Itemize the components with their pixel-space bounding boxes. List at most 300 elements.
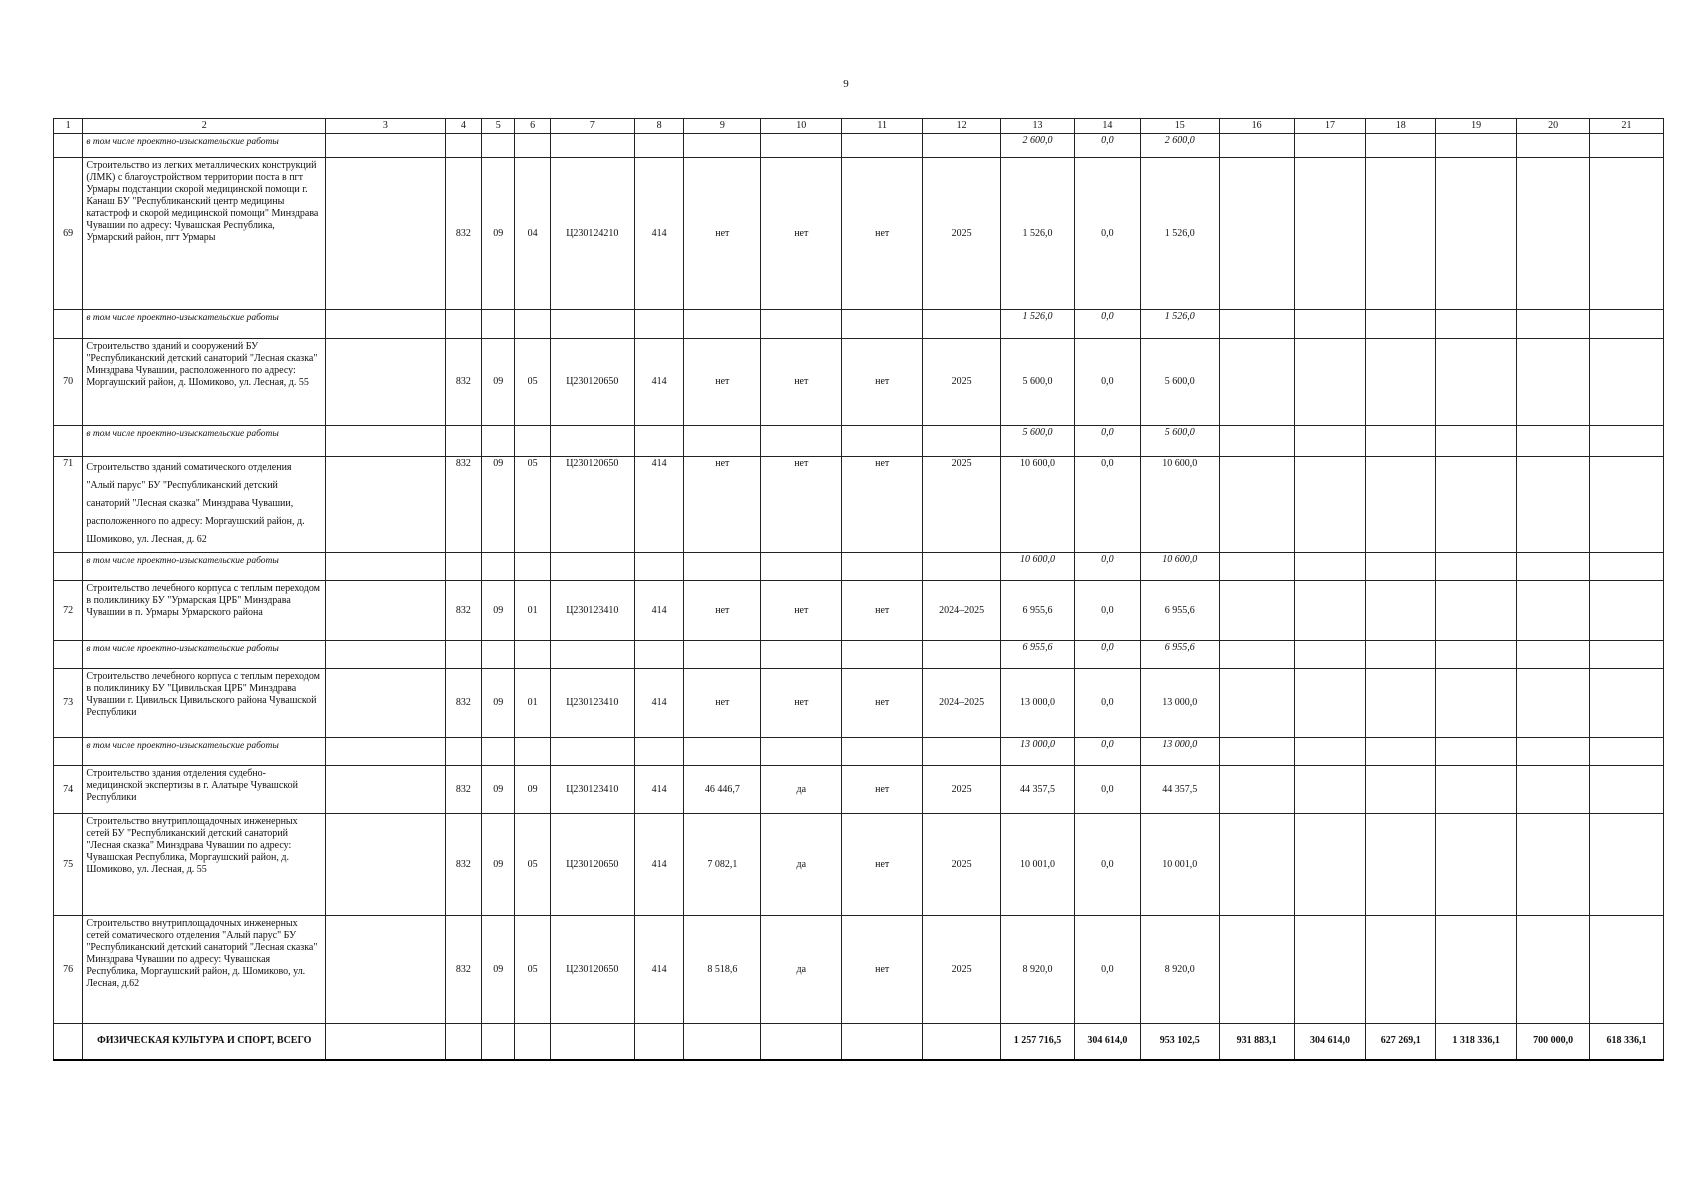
subtotal-row <box>54 641 1664 669</box>
column-header: 19 <box>1436 119 1517 134</box>
page-number: 9 <box>843 78 849 90</box>
value-cell <box>842 310 923 339</box>
value-cell <box>634 641 684 669</box>
value-cell <box>1517 426 1590 457</box>
table-row <box>54 581 1664 641</box>
value-cell <box>634 1024 684 1060</box>
value-cell: нет <box>684 581 761 641</box>
value-cell <box>761 553 842 581</box>
value-cell <box>1366 158 1436 310</box>
value-cell <box>1517 738 1590 766</box>
value-cell <box>1517 158 1590 310</box>
value-cell <box>515 553 550 581</box>
row-number-cell <box>54 553 83 581</box>
column-header: 18 <box>1366 119 1436 134</box>
value-cell: 10 001,0 <box>1140 814 1219 916</box>
value-cell: 6 955,6 <box>1001 641 1075 669</box>
value-cell <box>1517 641 1590 669</box>
value-cell: 1 257 716,5 <box>1001 1024 1075 1060</box>
value-cell <box>761 426 842 457</box>
value-cell <box>1366 641 1436 669</box>
value-cell: 09 <box>482 457 515 553</box>
value-cell <box>326 158 445 310</box>
value-cell: 09 <box>482 581 515 641</box>
value-cell: 1 526,0 <box>1140 310 1219 339</box>
value-cell: 0,0 <box>1074 738 1140 766</box>
value-cell <box>1590 426 1664 457</box>
value-cell <box>326 916 445 1024</box>
value-cell <box>842 553 923 581</box>
description-cell: в том числе проектно-изыскательские работы <box>83 738 326 766</box>
column-header: 21 <box>1590 119 1664 134</box>
value-cell: 13 000,0 <box>1140 738 1219 766</box>
value-cell: нет <box>761 158 842 310</box>
value-cell: 09 <box>482 158 515 310</box>
value-cell <box>515 426 550 457</box>
value-cell <box>1590 916 1664 1024</box>
column-header: 8 <box>634 119 684 134</box>
value-cell <box>842 134 923 158</box>
value-cell: 09 <box>482 669 515 738</box>
value-cell: нет <box>684 457 761 553</box>
value-cell <box>1294 339 1366 426</box>
value-cell <box>1590 738 1664 766</box>
table-row <box>54 814 1664 916</box>
value-cell <box>1219 339 1294 426</box>
value-cell: 13 000,0 <box>1140 669 1219 738</box>
value-cell: 414 <box>634 916 684 1024</box>
row-number-cell: 74 <box>54 766 83 814</box>
value-cell: нет <box>842 581 923 641</box>
table-row <box>54 766 1664 814</box>
value-cell <box>1436 426 1517 457</box>
value-cell: 414 <box>634 457 684 553</box>
value-cell: 832 <box>445 581 481 641</box>
value-cell <box>1219 457 1294 553</box>
value-cell <box>1436 916 1517 1024</box>
value-cell: 10 600,0 <box>1140 457 1219 553</box>
value-cell <box>842 1024 923 1060</box>
value-cell <box>761 738 842 766</box>
value-cell: 931 883,1 <box>1219 1024 1294 1060</box>
row-number-cell <box>54 310 83 339</box>
value-cell: 414 <box>634 814 684 916</box>
description-cell: в том числе проектно-изыскательские работы <box>83 426 326 457</box>
value-cell: 0,0 <box>1074 158 1140 310</box>
row-number-cell: 75 <box>54 814 83 916</box>
description-cell: Строительство лечебного корпуса с теплым переходом в поликлинику БУ "Цивильская ЦРБ" Минздрава Чувашии г. Цивильск Цивильского района Чувашской Республики <box>83 669 326 738</box>
value-cell <box>842 738 923 766</box>
value-cell: 832 <box>445 158 481 310</box>
column-header: 20 <box>1517 119 1590 134</box>
value-cell: 09 <box>482 766 515 814</box>
value-cell <box>515 134 550 158</box>
value-cell: 6 955,6 <box>1001 581 1075 641</box>
value-cell <box>1436 669 1517 738</box>
description-cell: Строительство внутриплощадочных инженерных сетей БУ "Республиканский детский санаторий "Лесная сказка" Минздрава Чувашии по адресу: Чувашская Республика, Моргаушский район, д. Шомиково, ул. Лесная, д. 55 <box>83 814 326 916</box>
value-cell <box>326 738 445 766</box>
value-cell <box>1517 339 1590 426</box>
value-cell: 2025 <box>923 814 1001 916</box>
value-cell <box>515 1024 550 1060</box>
value-cell <box>684 641 761 669</box>
value-cell <box>1219 310 1294 339</box>
value-cell <box>1366 426 1436 457</box>
value-cell <box>842 641 923 669</box>
value-cell <box>1590 766 1664 814</box>
value-cell: 414 <box>634 581 684 641</box>
value-cell: 304 614,0 <box>1294 1024 1366 1060</box>
value-cell: 0,0 <box>1074 134 1140 158</box>
value-cell: 700 000,0 <box>1517 1024 1590 1060</box>
value-cell <box>1436 641 1517 669</box>
column-header: 3 <box>326 119 445 134</box>
value-cell <box>1294 457 1366 553</box>
value-cell <box>761 641 842 669</box>
value-cell <box>1436 339 1517 426</box>
budget-table-container <box>53 118 1664 1061</box>
row-number-cell <box>54 738 83 766</box>
description-cell: ФИЗИЧЕСКАЯ КУЛЬТУРА И СПОРТ, ВСЕГО <box>83 1024 326 1060</box>
row-number-cell: 71 <box>54 457 83 553</box>
value-cell <box>1517 134 1590 158</box>
value-cell: 953 102,5 <box>1140 1024 1219 1060</box>
value-cell: нет <box>842 457 923 553</box>
subtotal-row <box>54 738 1664 766</box>
value-cell: 05 <box>515 916 550 1024</box>
total-row <box>54 1024 1664 1060</box>
value-cell <box>1294 581 1366 641</box>
value-cell <box>1219 738 1294 766</box>
value-cell: 2024–2025 <box>923 669 1001 738</box>
value-cell <box>1517 669 1590 738</box>
value-cell <box>1294 916 1366 1024</box>
value-cell: Ц230120650 <box>550 916 634 1024</box>
value-cell <box>1294 766 1366 814</box>
value-cell <box>684 553 761 581</box>
value-cell: 0,0 <box>1074 669 1140 738</box>
value-cell <box>515 641 550 669</box>
value-cell <box>326 310 445 339</box>
value-cell: 414 <box>634 339 684 426</box>
row-number-cell: 73 <box>54 669 83 738</box>
value-cell: 01 <box>515 669 550 738</box>
value-cell: 832 <box>445 339 481 426</box>
value-cell <box>1219 553 1294 581</box>
value-cell: нет <box>761 457 842 553</box>
value-cell <box>1436 581 1517 641</box>
value-cell: 0,0 <box>1074 426 1140 457</box>
value-cell: 1 526,0 <box>1001 158 1075 310</box>
value-cell: нет <box>684 339 761 426</box>
value-cell <box>326 426 445 457</box>
value-cell <box>445 738 481 766</box>
value-cell: 1 318 336,1 <box>1436 1024 1517 1060</box>
value-cell <box>1366 581 1436 641</box>
value-cell: 618 336,1 <box>1590 1024 1664 1060</box>
value-cell <box>1436 457 1517 553</box>
description-cell: Строительство внутриплощадочных инженерных сетей соматического отделения "Алый парус" БУ "Республиканский детский санаторий "Лесная сказка" Минздрава Чувашии по адресу: Чувашская Республика, Моргаушский район, д. Шомиково, ул. Лесная, д.62 <box>83 916 326 1024</box>
value-cell: 832 <box>445 457 481 553</box>
value-cell: 10 600,0 <box>1001 457 1075 553</box>
description-cell: Строительство лечебного корпуса с теплым переходом в поликлинику БУ "Урмарская ЦРБ" Минздрава Чувашии в п. Урмары Урмарского района <box>83 581 326 641</box>
value-cell <box>1219 426 1294 457</box>
row-number-cell <box>54 134 83 158</box>
value-cell <box>326 1024 445 1060</box>
row-number-cell: 70 <box>54 339 83 426</box>
value-cell: 832 <box>445 916 481 1024</box>
value-cell <box>1436 814 1517 916</box>
value-cell: 1 526,0 <box>1140 158 1219 310</box>
value-cell <box>634 553 684 581</box>
value-cell <box>1366 339 1436 426</box>
value-cell: 2 600,0 <box>1140 134 1219 158</box>
value-cell <box>923 426 1001 457</box>
value-cell <box>1294 669 1366 738</box>
value-cell: 6 955,6 <box>1140 581 1219 641</box>
value-cell <box>1366 916 1436 1024</box>
table-row <box>54 916 1664 1024</box>
value-cell <box>634 134 684 158</box>
value-cell <box>1517 553 1590 581</box>
value-cell: 8 920,0 <box>1140 916 1219 1024</box>
value-cell: нет <box>842 916 923 1024</box>
value-cell: 05 <box>515 339 550 426</box>
value-cell <box>1517 814 1590 916</box>
value-cell <box>1219 581 1294 641</box>
value-cell: 13 000,0 <box>1001 669 1075 738</box>
description-cell: в том числе проектно-изыскательские работы <box>83 553 326 581</box>
value-cell: 46 446,7 <box>684 766 761 814</box>
value-cell: 1 526,0 <box>1001 310 1075 339</box>
value-cell: нет <box>842 339 923 426</box>
value-cell: 0,0 <box>1074 310 1140 339</box>
value-cell: 0,0 <box>1074 916 1140 1024</box>
value-cell <box>1590 641 1664 669</box>
row-number-cell: 72 <box>54 581 83 641</box>
value-cell <box>326 134 445 158</box>
column-header: 16 <box>1219 119 1294 134</box>
description-cell: в том числе проектно-изыскательские работы <box>83 134 326 158</box>
column-header: 12 <box>923 119 1001 134</box>
column-header: 17 <box>1294 119 1366 134</box>
column-header: 15 <box>1140 119 1219 134</box>
value-cell: 44 357,5 <box>1140 766 1219 814</box>
value-cell <box>550 134 634 158</box>
value-cell <box>1590 669 1664 738</box>
value-cell: 414 <box>634 158 684 310</box>
value-cell <box>326 669 445 738</box>
value-cell: 832 <box>445 814 481 916</box>
value-cell <box>482 1024 515 1060</box>
value-cell <box>515 738 550 766</box>
row-number-cell: 69 <box>54 158 83 310</box>
value-cell: 5 600,0 <box>1001 426 1075 457</box>
row-number-cell: 76 <box>54 916 83 1024</box>
description-cell: в том числе проектно-изыскательские работы <box>83 641 326 669</box>
value-cell: 2025 <box>923 158 1001 310</box>
value-cell <box>1366 134 1436 158</box>
value-cell: 0,0 <box>1074 339 1140 426</box>
value-cell: 5 600,0 <box>1140 339 1219 426</box>
value-cell <box>1294 814 1366 916</box>
value-cell: 2025 <box>923 766 1001 814</box>
column-header: 10 <box>761 119 842 134</box>
value-cell <box>1219 158 1294 310</box>
value-cell: 6 955,6 <box>1140 641 1219 669</box>
value-cell: 832 <box>445 669 481 738</box>
value-cell: 414 <box>634 669 684 738</box>
value-cell: 2 600,0 <box>1001 134 1075 158</box>
value-cell <box>1436 310 1517 339</box>
value-cell <box>1436 553 1517 581</box>
value-cell: Ц230123410 <box>550 669 634 738</box>
value-cell: 13 000,0 <box>1001 738 1075 766</box>
subtotal-row <box>54 426 1664 457</box>
value-cell <box>1219 641 1294 669</box>
value-cell: 2025 <box>923 339 1001 426</box>
value-cell <box>1590 553 1664 581</box>
value-cell: нет <box>842 814 923 916</box>
value-cell <box>1366 669 1436 738</box>
value-cell: 0,0 <box>1074 641 1140 669</box>
column-header: 7 <box>550 119 634 134</box>
table-row <box>54 669 1664 738</box>
subtotal-row <box>54 134 1664 158</box>
value-cell <box>923 134 1001 158</box>
column-header: 5 <box>482 119 515 134</box>
column-header: 14 <box>1074 119 1140 134</box>
row-number-cell <box>54 641 83 669</box>
value-cell <box>1366 738 1436 766</box>
value-cell <box>761 1024 842 1060</box>
value-cell <box>1219 766 1294 814</box>
value-cell <box>1517 581 1590 641</box>
value-cell <box>923 553 1001 581</box>
value-cell <box>684 310 761 339</box>
table-row <box>54 339 1664 426</box>
value-cell: 832 <box>445 766 481 814</box>
value-cell: 0,0 <box>1074 581 1140 641</box>
value-cell: 09 <box>482 339 515 426</box>
value-cell <box>1219 814 1294 916</box>
value-cell <box>1294 641 1366 669</box>
value-cell <box>1436 738 1517 766</box>
description-cell: Строительство здания отделения судебно-медицинской экспертизы в г. Алатыре Чувашской Республики <box>83 766 326 814</box>
column-header: 4 <box>445 119 481 134</box>
value-cell <box>445 134 481 158</box>
value-cell <box>550 641 634 669</box>
value-cell: 0,0 <box>1074 553 1140 581</box>
value-cell <box>923 1024 1001 1060</box>
value-cell <box>1517 457 1590 553</box>
header-row <box>54 119 1664 134</box>
value-cell <box>445 1024 481 1060</box>
value-cell: да <box>761 814 842 916</box>
value-cell: нет <box>842 669 923 738</box>
value-cell <box>550 426 634 457</box>
value-cell <box>684 134 761 158</box>
value-cell: 44 357,5 <box>1001 766 1075 814</box>
value-cell: 04 <box>515 158 550 310</box>
column-header: 9 <box>684 119 761 134</box>
value-cell <box>1366 814 1436 916</box>
value-cell: 414 <box>634 766 684 814</box>
value-cell <box>634 738 684 766</box>
value-cell <box>550 1024 634 1060</box>
value-cell: 8 518,6 <box>684 916 761 1024</box>
value-cell: Ц230123410 <box>550 581 634 641</box>
value-cell: Ц230120650 <box>550 814 634 916</box>
value-cell: Ц230124210 <box>550 158 634 310</box>
value-cell <box>842 426 923 457</box>
value-cell <box>1366 553 1436 581</box>
value-cell: 627 269,1 <box>1366 1024 1436 1060</box>
row-number-cell <box>54 426 83 457</box>
subtotal-row <box>54 310 1664 339</box>
value-cell: нет <box>761 339 842 426</box>
value-cell <box>1219 669 1294 738</box>
value-cell: 0,0 <box>1074 457 1140 553</box>
value-cell: 10 600,0 <box>1140 553 1219 581</box>
value-cell <box>1590 339 1664 426</box>
value-cell: 09 <box>482 814 515 916</box>
value-cell <box>1294 553 1366 581</box>
subtotal-row <box>54 553 1664 581</box>
value-cell: нет <box>761 669 842 738</box>
value-cell <box>1590 134 1664 158</box>
description-cell: в том числе проектно-изыскательские работы <box>83 310 326 339</box>
value-cell <box>1590 814 1664 916</box>
value-cell <box>326 766 445 814</box>
value-cell <box>923 641 1001 669</box>
value-cell <box>445 310 481 339</box>
value-cell: 10 600,0 <box>1001 553 1075 581</box>
description-cell: Строительство из легких металлических конструкций (ЛМК) с благоустройством территории поста в пгт Урмары подстанции скорой медицинской помощи г. Канаш БУ "Республиканский центр медицины катастроф и скорой медицинской помощи" Минздрава Чувашии по адресу: Чувашская Республика, Урмарский район, пгт Урмары <box>83 158 326 310</box>
value-cell <box>761 134 842 158</box>
value-cell <box>1294 134 1366 158</box>
description-cell: Строительство зданий соматического отделения "Алый парус" БУ "Республиканский детский санаторий "Лесная сказка" Минздрава Чувашии, расположенного по адресу: Моргаушский район, д. Шомиково, ул. Лесная, д. 62 <box>83 457 326 553</box>
value-cell <box>326 339 445 426</box>
column-header: 6 <box>515 119 550 134</box>
value-cell <box>1219 916 1294 1024</box>
value-cell: 09 <box>515 766 550 814</box>
value-cell: 2024–2025 <box>923 581 1001 641</box>
value-cell <box>482 738 515 766</box>
value-cell: 2025 <box>923 457 1001 553</box>
column-header: 2 <box>83 119 326 134</box>
value-cell <box>684 738 761 766</box>
value-cell: 01 <box>515 581 550 641</box>
value-cell <box>1436 158 1517 310</box>
value-cell: да <box>761 916 842 1024</box>
value-cell: 304 614,0 <box>1074 1024 1140 1060</box>
value-cell: Ц230123410 <box>550 766 634 814</box>
value-cell <box>445 426 481 457</box>
value-cell <box>1436 134 1517 158</box>
value-cell <box>634 426 684 457</box>
value-cell <box>1294 310 1366 339</box>
value-cell: нет <box>842 158 923 310</box>
value-cell: 8 920,0 <box>1001 916 1075 1024</box>
value-cell <box>1590 310 1664 339</box>
value-cell: 05 <box>515 814 550 916</box>
value-cell <box>1590 158 1664 310</box>
value-cell: 2025 <box>923 916 1001 1024</box>
value-cell: нет <box>684 158 761 310</box>
value-cell <box>684 1024 761 1060</box>
value-cell: нет <box>761 581 842 641</box>
